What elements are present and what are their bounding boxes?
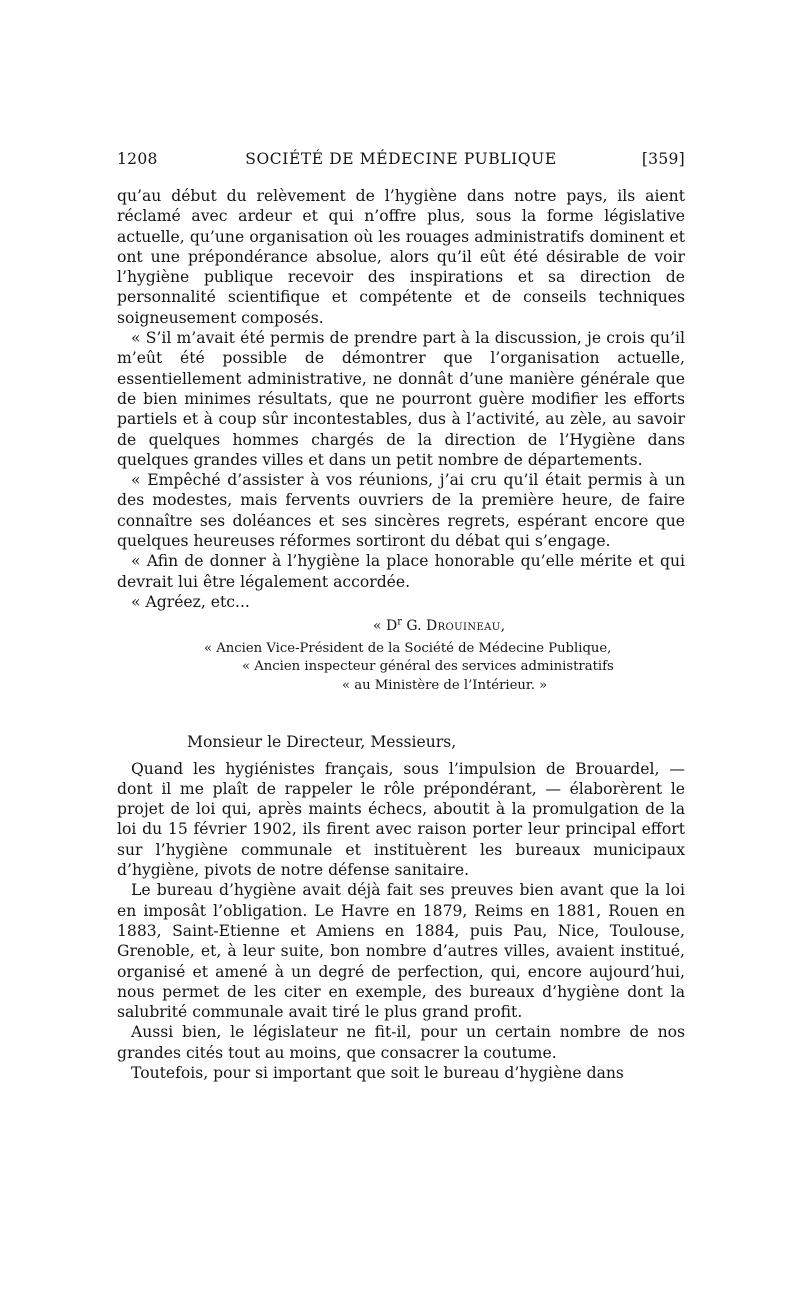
- paragraph: Aussi bien, le législateur ne fit-il, pour un certain nombre de nos grandes cités tout au moins, que consacrer la coutume.: [117, 1023, 685, 1062]
- paragraph: qu’au début du relèvement de l’hygiène dans notre pays, ils aient réclamé avec ardeur et qui n’offre plus, sous la forme législative actuelle, qu’une organisation où les rouages administratifs dominent et ont une prépondérance absolue, alors qu’il eût été désirable de voir l’hygiène publique recevoir des inspirations et sa direction de personnalité scientifique et compétente et de conseils techniques soigneusement composés.: [117, 187, 685, 327]
- running-header: [117, 150, 685, 176]
- paragraph: « S’il m’avait été permis de prendre part à la discussion, je crois qu’il m’eût été possible de démontrer que l’organisation actuelle, essentiellement administrative, ne donnât d’une manière générale que de bien minimes résultats, que ne pourront guère modifier les efforts partiels et à coup sûr incontestables, dus à l’activité, au zèle, au savoir de quelques hommes chargés de la direction de l’Hygiène dans quelques grandes villes et dans un petit nombre de départements.: [117, 329, 685, 469]
- section-number: [359]: [641, 150, 685, 168]
- signature-line: « au Ministère de l’Intérieur. »: [342, 677, 548, 693]
- salutation: Monsieur le Directeur, Messieurs,: [187, 733, 457, 752]
- paragraph: « Agréez, etc...: [131, 592, 250, 611]
- signature-line: « Ancien inspecteur général des services administratifs: [242, 659, 614, 675]
- second-letter: [117, 732, 685, 1083]
- signature-line: « Ancien Vice-Président de la Société de Médecine Publique,: [204, 640, 612, 656]
- paragraph: Quand les hygiénistes français, sous l’impulsion de Brouardel, — dont il me plaît de rappeler le rôle prépondérant, — élaborèrent le projet de loi qui, après maints échecs, aboutit à la promulgation de la loi du 15 février 1902, ils firent avec raison porter leur principal effort sur l’hygiène communale et instituèrent les bureaux municipaux d’hygiène, pivots de notre défense sanitaire.: [117, 759, 685, 880]
- paragraph: « Empêché d’assister à vos réunions, j’ai cru qu’il était permis à un des modestes, mais fervents ouvriers de la première heure, de faire connaître ses doléances et ses sincères regrets, espérant encore que quelques heureuses réformes sortiront du débat qui s’engage.: [117, 471, 685, 551]
- document-page: [117, 150, 685, 1083]
- paragraph: Toutefois, pour si important que soit le bureau d’hygiène dans: [131, 1063, 624, 1082]
- signature-block: [117, 618, 685, 694]
- page-number: 1208: [117, 150, 158, 168]
- signature-name: « $D^r$ G. Drouineau,: [373, 616, 506, 635]
- paragraph: Le bureau d’hygiène avait déjà fait ses preuves bien avant que la loi en imposât l’obligation. Le Havre en 1879, Reims en 1881, Rouen en 1883, Saint-Etienne et Amiens en 1884, puis Pau, Nice, Toulouse, Grenoble, et, à leur suite, bon nombre d’autres villes, avaient institué, organisé et amené à un degré de perfection, qui, encore aujourd’hui, nous permet de les citer en exemple, des bureaux d’hygiène dont la salubrité communale avait tiré le plus grand profit.: [117, 881, 685, 1022]
- running-title: SOCIÉTÉ DE MÉDECINE PUBLIQUE: [245, 150, 557, 168]
- paragraph: « Afin de donner à l’hygiène la place honorable qu’elle mérite et qui devrait lui être légalement accordée.: [117, 552, 685, 591]
- letter-body: [117, 186, 685, 612]
